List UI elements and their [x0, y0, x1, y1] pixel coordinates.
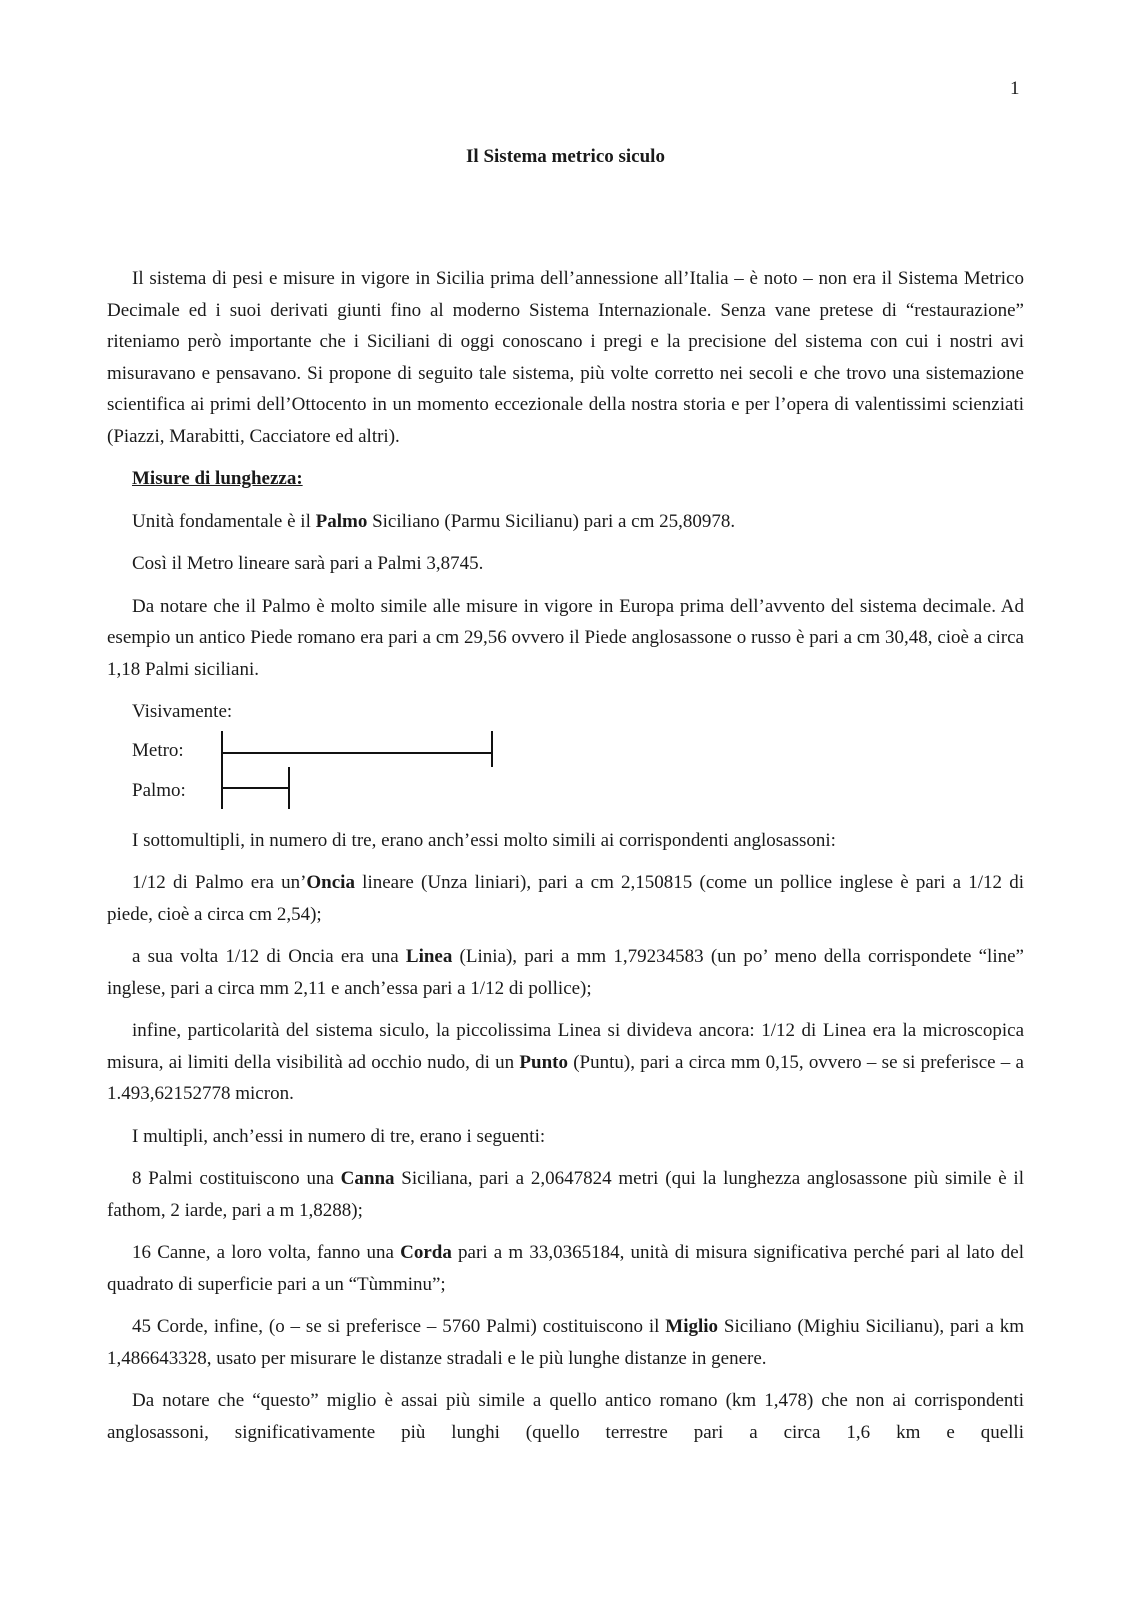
text: (Linia), pari a mm 1,79234583 (un po’ meno della corrispondete “line” inglese, pari a circa mm 2,11 e anch’essa pari a 1/12 di pollice); — [107, 946, 1024, 999]
metro-label: Metro: — [132, 739, 184, 761]
palmo-label: Palmo: — [132, 779, 186, 801]
linea-paragraph — [107, 941, 1024, 1004]
section-heading: Misure di lunghezza: — [132, 468, 303, 489]
intro-paragraph: Il sistema di pesi e misure in vigore in Sicilia prima dell’annessione all’Italia – è noto – non era il Sistema Metrico Decimale ed i suoi derivati giunti fino al moderno Sistema Internazionale. Senza vane pretese di “restaurazione” riteniamo però importante che i Siciliani di oggi conoscano i pregi e la precisione del sistema con cui i nostri avi misuravano e pensavano. Si propone di seguito tale sistema, più volte corretto nei secoli e che trovo una sistemazione scientifica ai primi dell’Ottocento in un momento eccezionale della nostra storia e per l’opera di valentissimi scienziati (Piazzi, Marabitti, Cacciatore ed altri). — [107, 268, 1024, 447]
document-body — [107, 263, 1024, 1459]
text: (Puntu), pari a circa mm 0,15, ovvero – se si preferisce – a 1.493,62152778 micron. — [107, 1051, 1024, 1104]
palmo-paragraph — [107, 506, 1024, 538]
palmo-bar — [222, 787, 290, 789]
term-linea: Linea — [405, 946, 453, 967]
multiples-intro: I multipli, anch’essi in numero di tre, erano i seguenti: — [132, 1125, 546, 1147]
text: Siciliana, pari a 2,0647824 metri (qui la lunghezza anglosassone più simile è il fathom, 2 iarde, pari a m 1,8288); — [107, 1168, 1024, 1221]
text: a sua volta 1/12 di Oncia era una — [132, 946, 406, 967]
term-corda: Corda — [400, 1242, 452, 1263]
text: lineare (Unza liniari), pari a cm 2,150815 (come un pollice inglese è pari a 1/12 di piede, cioè a circa cm 2,54); — [107, 872, 1024, 925]
oncia-paragraph — [107, 867, 1024, 930]
note-paragraph: Da notare che il Palmo è molto simile alle misure in vigore in Europa prima dell’avvento del sistema decimale. Ad esempio un antico Piede romano era pari a cm 29,56 ovvero il Piede anglosassone o russo è pari a cm 30,48, cioè a circa 1,18 Palmi siciliani. — [107, 595, 1024, 680]
text: 45 Corde, infine, (o – se si preferisce – 5760 Palmi) costituiscono il — [132, 1316, 666, 1337]
miglio-paragraph — [107, 1311, 1024, 1374]
page-number: 1 — [1010, 78, 1020, 99]
text: Siciliano (Mighiu Sicilianu), pari a km 1,486643328, usato per misurare le distanze stradali e le più lunghe distanze in genere. — [107, 1316, 1024, 1369]
diagram-left-tick — [221, 731, 223, 809]
canna-paragraph — [107, 1163, 1024, 1226]
metro-bar — [222, 752, 492, 754]
page-title: Il Sistema metrico siculo — [466, 146, 665, 167]
term-canna: Canna — [340, 1168, 395, 1189]
text: Unità fondamentale è il — [132, 510, 316, 532]
corda-paragraph — [107, 1237, 1024, 1300]
punto-paragraph — [107, 1015, 1024, 1110]
text: 16 Canne, a loro volta, fanno una — [132, 1242, 401, 1263]
text: infine, particolarità del sistema siculo, la piccolissima Linea si divideva ancora: 1/12 di Linea era la microscopica misura, ai limiti della visibilità ad occhio nudo, di un — [107, 1020, 1024, 1073]
metro-end-tick — [491, 731, 493, 767]
visual-label: Visivamente: — [132, 701, 233, 722]
text: 1/12 di Palmo era un’ — [132, 872, 307, 893]
text: pari a m 33,0365184, unità di misura significativa perché pari al lato del quadrato di superficie pari a un “Tùmminu”; — [107, 1242, 1025, 1295]
text: 8 Palmi costituiscono una — [132, 1168, 341, 1189]
palmo-end-tick — [288, 767, 290, 809]
term-miglio: Miglio — [665, 1316, 719, 1337]
term-oncia: Oncia — [306, 872, 355, 893]
text: Siciliano (Parmu Sicilianu) pari a cm 25,80978. — [367, 510, 736, 532]
submultiples-intro: I sottomultipli, in numero di tre, erano anch’essi molto simili ai corrispondenti anglosassoni: — [132, 829, 836, 851]
term-palmo: Palmo — [315, 510, 368, 532]
metro-paragraph: Così il Metro lineare sarà pari a Palmi 3,8745. — [132, 553, 484, 574]
term-punto: Punto — [519, 1051, 568, 1073]
length-comparison-diagram — [107, 737, 1024, 817]
final-paragraph: Da notare che “questo” miglio è assai più simile a quello antico romano (km 1,478) che non ai corrispondenti anglosassoni, significativamente più lunghi (quello terrestre pari a circa 1,6 km e quelli — [107, 1390, 1024, 1443]
